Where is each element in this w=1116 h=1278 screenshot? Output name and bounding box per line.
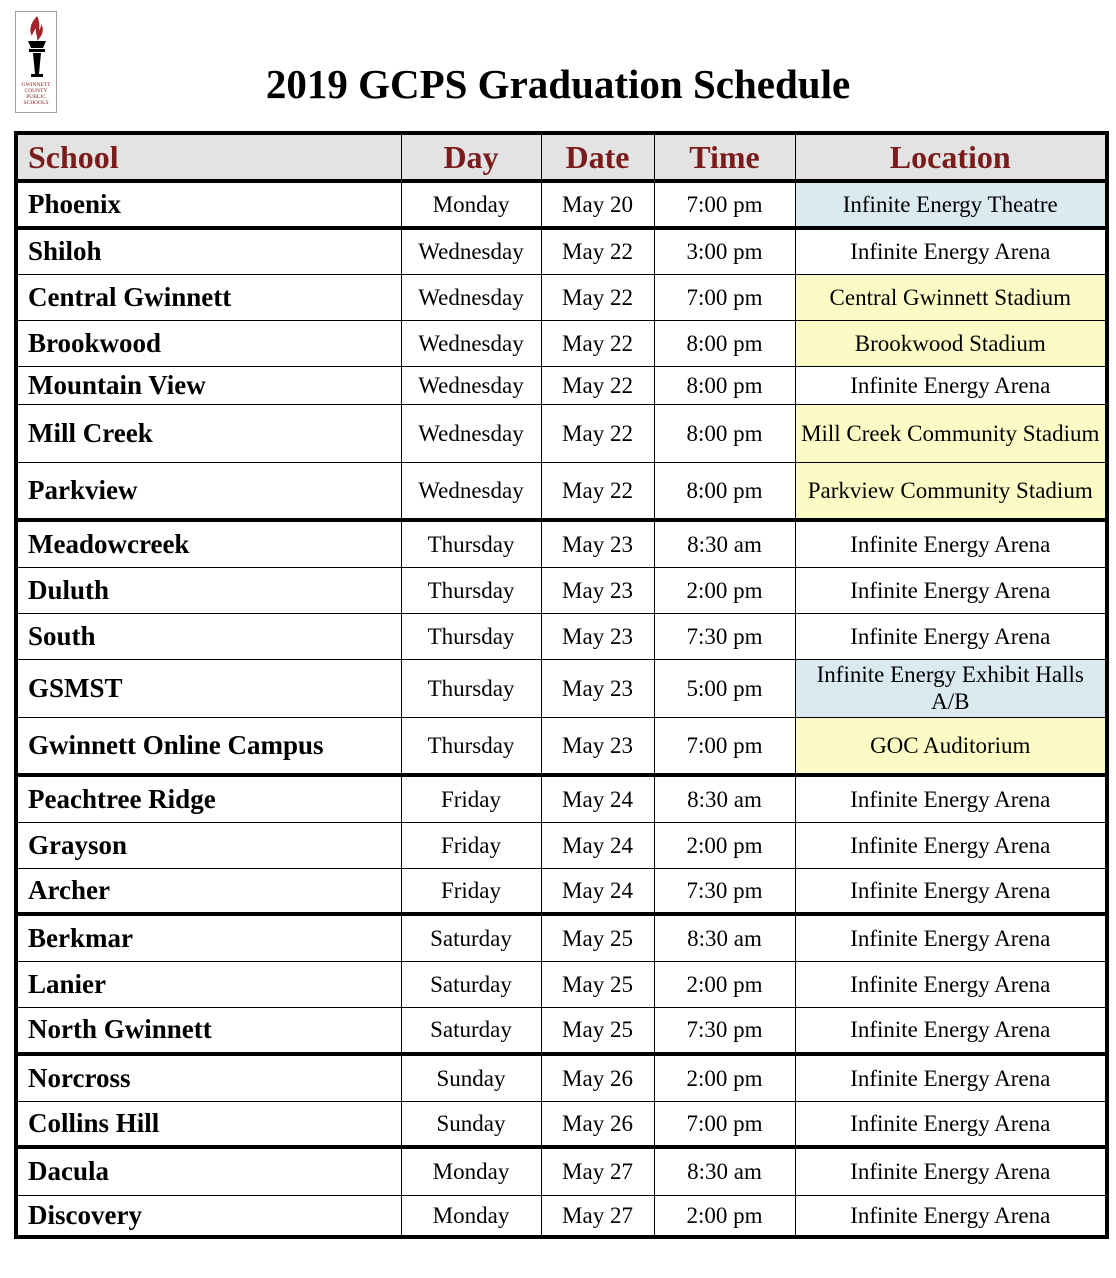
day-cell: Monday xyxy=(401,1147,541,1195)
time-cell: 7:30 pm xyxy=(654,1007,795,1054)
day-cell: Thursday xyxy=(401,717,541,775)
location-cell: Infinite Energy Arena xyxy=(795,1147,1107,1195)
location-cell: Infinite Energy Arena xyxy=(795,775,1107,822)
time-cell: 2:00 pm xyxy=(654,567,795,613)
location-cell: Infinite Energy Arena xyxy=(795,1101,1107,1147)
date-cell: May 22 xyxy=(541,366,654,404)
school-cell: GSMST xyxy=(16,659,401,717)
date-cell: May 22 xyxy=(541,404,654,462)
location-cell: Infinite Energy Arena xyxy=(795,520,1107,567)
date-cell: May 22 xyxy=(541,320,654,366)
school-cell: Mountain View xyxy=(16,366,401,404)
location-cell: Infinite Energy Arena xyxy=(795,1195,1107,1237)
school-cell: Dacula xyxy=(16,1147,401,1195)
school-cell: Parkview xyxy=(16,462,401,520)
time-cell: 8:00 pm xyxy=(654,366,795,404)
time-cell: 8:30 am xyxy=(654,914,795,961)
table-row xyxy=(16,613,1107,659)
column-header-date: Date xyxy=(541,133,654,181)
table-row xyxy=(16,366,1107,404)
date-cell: May 23 xyxy=(541,520,654,567)
column-header-location: Location xyxy=(795,133,1107,181)
school-cell: Mill Creek xyxy=(16,404,401,462)
table-row xyxy=(16,717,1107,775)
table-row xyxy=(16,1054,1107,1101)
date-cell: May 22 xyxy=(541,462,654,520)
table-header-row xyxy=(16,133,1107,181)
column-header-day: Day xyxy=(401,133,541,181)
location-cell: Parkview Community Stadium xyxy=(795,462,1107,520)
day-cell: Saturday xyxy=(401,961,541,1007)
location-cell: Infinite Energy Arena xyxy=(795,1007,1107,1054)
time-cell: 2:00 pm xyxy=(654,1195,795,1237)
day-cell: Wednesday xyxy=(401,320,541,366)
date-cell: May 23 xyxy=(541,567,654,613)
date-cell: May 26 xyxy=(541,1101,654,1147)
school-cell: North Gwinnett xyxy=(16,1007,401,1054)
day-cell: Wednesday xyxy=(401,228,541,274)
table-row xyxy=(16,520,1107,567)
school-cell: Meadowcreek xyxy=(16,520,401,567)
day-cell: Wednesday xyxy=(401,274,541,320)
table-row xyxy=(16,868,1107,914)
school-cell: Archer xyxy=(16,868,401,914)
column-header-time: Time xyxy=(654,133,795,181)
school-cell: Phoenix xyxy=(16,181,401,228)
time-cell: 7:00 pm xyxy=(654,181,795,228)
table-row xyxy=(16,914,1107,961)
school-cell: Brookwood xyxy=(16,320,401,366)
time-cell: 2:00 pm xyxy=(654,961,795,1007)
location-cell: Infinite Energy Exhibit Halls A/B xyxy=(795,659,1107,717)
table-row xyxy=(16,462,1107,520)
date-cell: May 27 xyxy=(541,1147,654,1195)
table-row xyxy=(16,274,1107,320)
table-row xyxy=(16,320,1107,366)
date-cell: May 20 xyxy=(541,181,654,228)
date-cell: May 25 xyxy=(541,1007,654,1054)
day-cell: Thursday xyxy=(401,567,541,613)
page-title: 2019 GCPS Graduation Schedule xyxy=(265,61,851,107)
logo-text: GWINNETT COUNTY PUBLIC SCHOOLS xyxy=(21,82,51,106)
school-cell: South xyxy=(16,613,401,659)
table-row xyxy=(16,567,1107,613)
table-row xyxy=(16,1007,1107,1054)
location-cell: Infinite Energy Arena xyxy=(795,1054,1107,1101)
time-cell: 2:00 pm xyxy=(654,822,795,868)
location-cell: Infinite Energy Arena xyxy=(795,228,1107,274)
time-cell: 3:00 pm xyxy=(654,228,795,274)
date-cell: May 24 xyxy=(541,775,654,822)
day-cell: Wednesday xyxy=(401,404,541,462)
date-cell: May 23 xyxy=(541,717,654,775)
table-row xyxy=(16,961,1107,1007)
location-cell: GOC Auditorium xyxy=(795,717,1107,775)
school-cell: Lanier xyxy=(16,961,401,1007)
date-cell: May 22 xyxy=(541,274,654,320)
date-cell: May 25 xyxy=(541,914,654,961)
table-row xyxy=(16,1195,1107,1237)
time-cell: 2:00 pm xyxy=(654,1054,795,1101)
time-cell: 5:00 pm xyxy=(654,659,795,717)
time-cell: 7:00 pm xyxy=(654,717,795,775)
day-cell: Friday xyxy=(401,868,541,914)
table-row xyxy=(16,775,1107,822)
location-cell: Infinite Energy Arena xyxy=(795,366,1107,404)
location-cell: Infinite Energy Arena xyxy=(795,567,1107,613)
day-cell: Friday xyxy=(401,822,541,868)
location-cell: Infinite Energy Arena xyxy=(795,914,1107,961)
location-cell: Infinite Energy Arena xyxy=(795,822,1107,868)
time-cell: 8:00 pm xyxy=(654,462,795,520)
time-cell: 8:00 pm xyxy=(654,320,795,366)
time-cell: 8:00 pm xyxy=(654,404,795,462)
table-row xyxy=(16,1147,1107,1195)
table-row xyxy=(16,659,1107,717)
school-cell: Discovery xyxy=(16,1195,401,1237)
date-cell: May 24 xyxy=(541,868,654,914)
column-header-school: School xyxy=(16,133,401,181)
day-cell: Friday xyxy=(401,775,541,822)
location-cell: Brookwood Stadium xyxy=(795,320,1107,366)
day-cell: Saturday xyxy=(401,914,541,961)
time-cell: 7:00 pm xyxy=(654,274,795,320)
day-cell: Saturday xyxy=(401,1007,541,1054)
location-cell: Infinite Energy Theatre xyxy=(795,181,1107,228)
date-cell: May 25 xyxy=(541,961,654,1007)
school-cell: Grayson xyxy=(16,822,401,868)
location-cell: Infinite Energy Arena xyxy=(795,961,1107,1007)
school-cell: Duluth xyxy=(16,567,401,613)
day-cell: Sunday xyxy=(401,1054,541,1101)
day-cell: Thursday xyxy=(401,613,541,659)
school-cell: Gwinnett Online Campus xyxy=(16,717,401,775)
table-row xyxy=(16,228,1107,274)
time-cell: 7:30 pm xyxy=(654,868,795,914)
location-cell: Infinite Energy Arena xyxy=(795,613,1107,659)
day-cell: Thursday xyxy=(401,659,541,717)
time-cell: 8:30 am xyxy=(654,1147,795,1195)
location-cell: Infinite Energy Arena xyxy=(795,868,1107,914)
school-cell: Shiloh xyxy=(16,228,401,274)
graduation-schedule-table xyxy=(14,131,1109,1239)
day-cell: Wednesday xyxy=(401,462,541,520)
date-cell: May 23 xyxy=(541,659,654,717)
table-row xyxy=(16,181,1107,228)
day-cell: Wednesday xyxy=(401,366,541,404)
day-cell: Thursday xyxy=(401,520,541,567)
table-row xyxy=(16,1101,1107,1147)
school-cell: Central Gwinnett xyxy=(16,274,401,320)
date-cell: May 22 xyxy=(541,228,654,274)
location-cell: Mill Creek Community Stadium xyxy=(795,404,1107,462)
school-cell: Berkmar xyxy=(16,914,401,961)
day-cell: Monday xyxy=(401,1195,541,1237)
time-cell: 8:30 am xyxy=(654,520,795,567)
day-cell: Sunday xyxy=(401,1101,541,1147)
table-row xyxy=(16,404,1107,462)
date-cell: May 27 xyxy=(541,1195,654,1237)
table-row xyxy=(16,822,1107,868)
table-body xyxy=(16,181,1107,1237)
school-cell: Norcross xyxy=(16,1054,401,1101)
date-cell: May 24 xyxy=(541,822,654,868)
location-cell: Central Gwinnett Stadium xyxy=(795,274,1107,320)
day-cell: Monday xyxy=(401,181,541,228)
time-cell: 7:30 pm xyxy=(654,613,795,659)
date-cell: May 26 xyxy=(541,1054,654,1101)
time-cell: 8:30 am xyxy=(654,775,795,822)
school-cell: Peachtree Ridge xyxy=(16,775,401,822)
school-cell: Collins Hill xyxy=(16,1101,401,1147)
date-cell: May 23 xyxy=(541,613,654,659)
time-cell: 7:00 pm xyxy=(654,1101,795,1147)
